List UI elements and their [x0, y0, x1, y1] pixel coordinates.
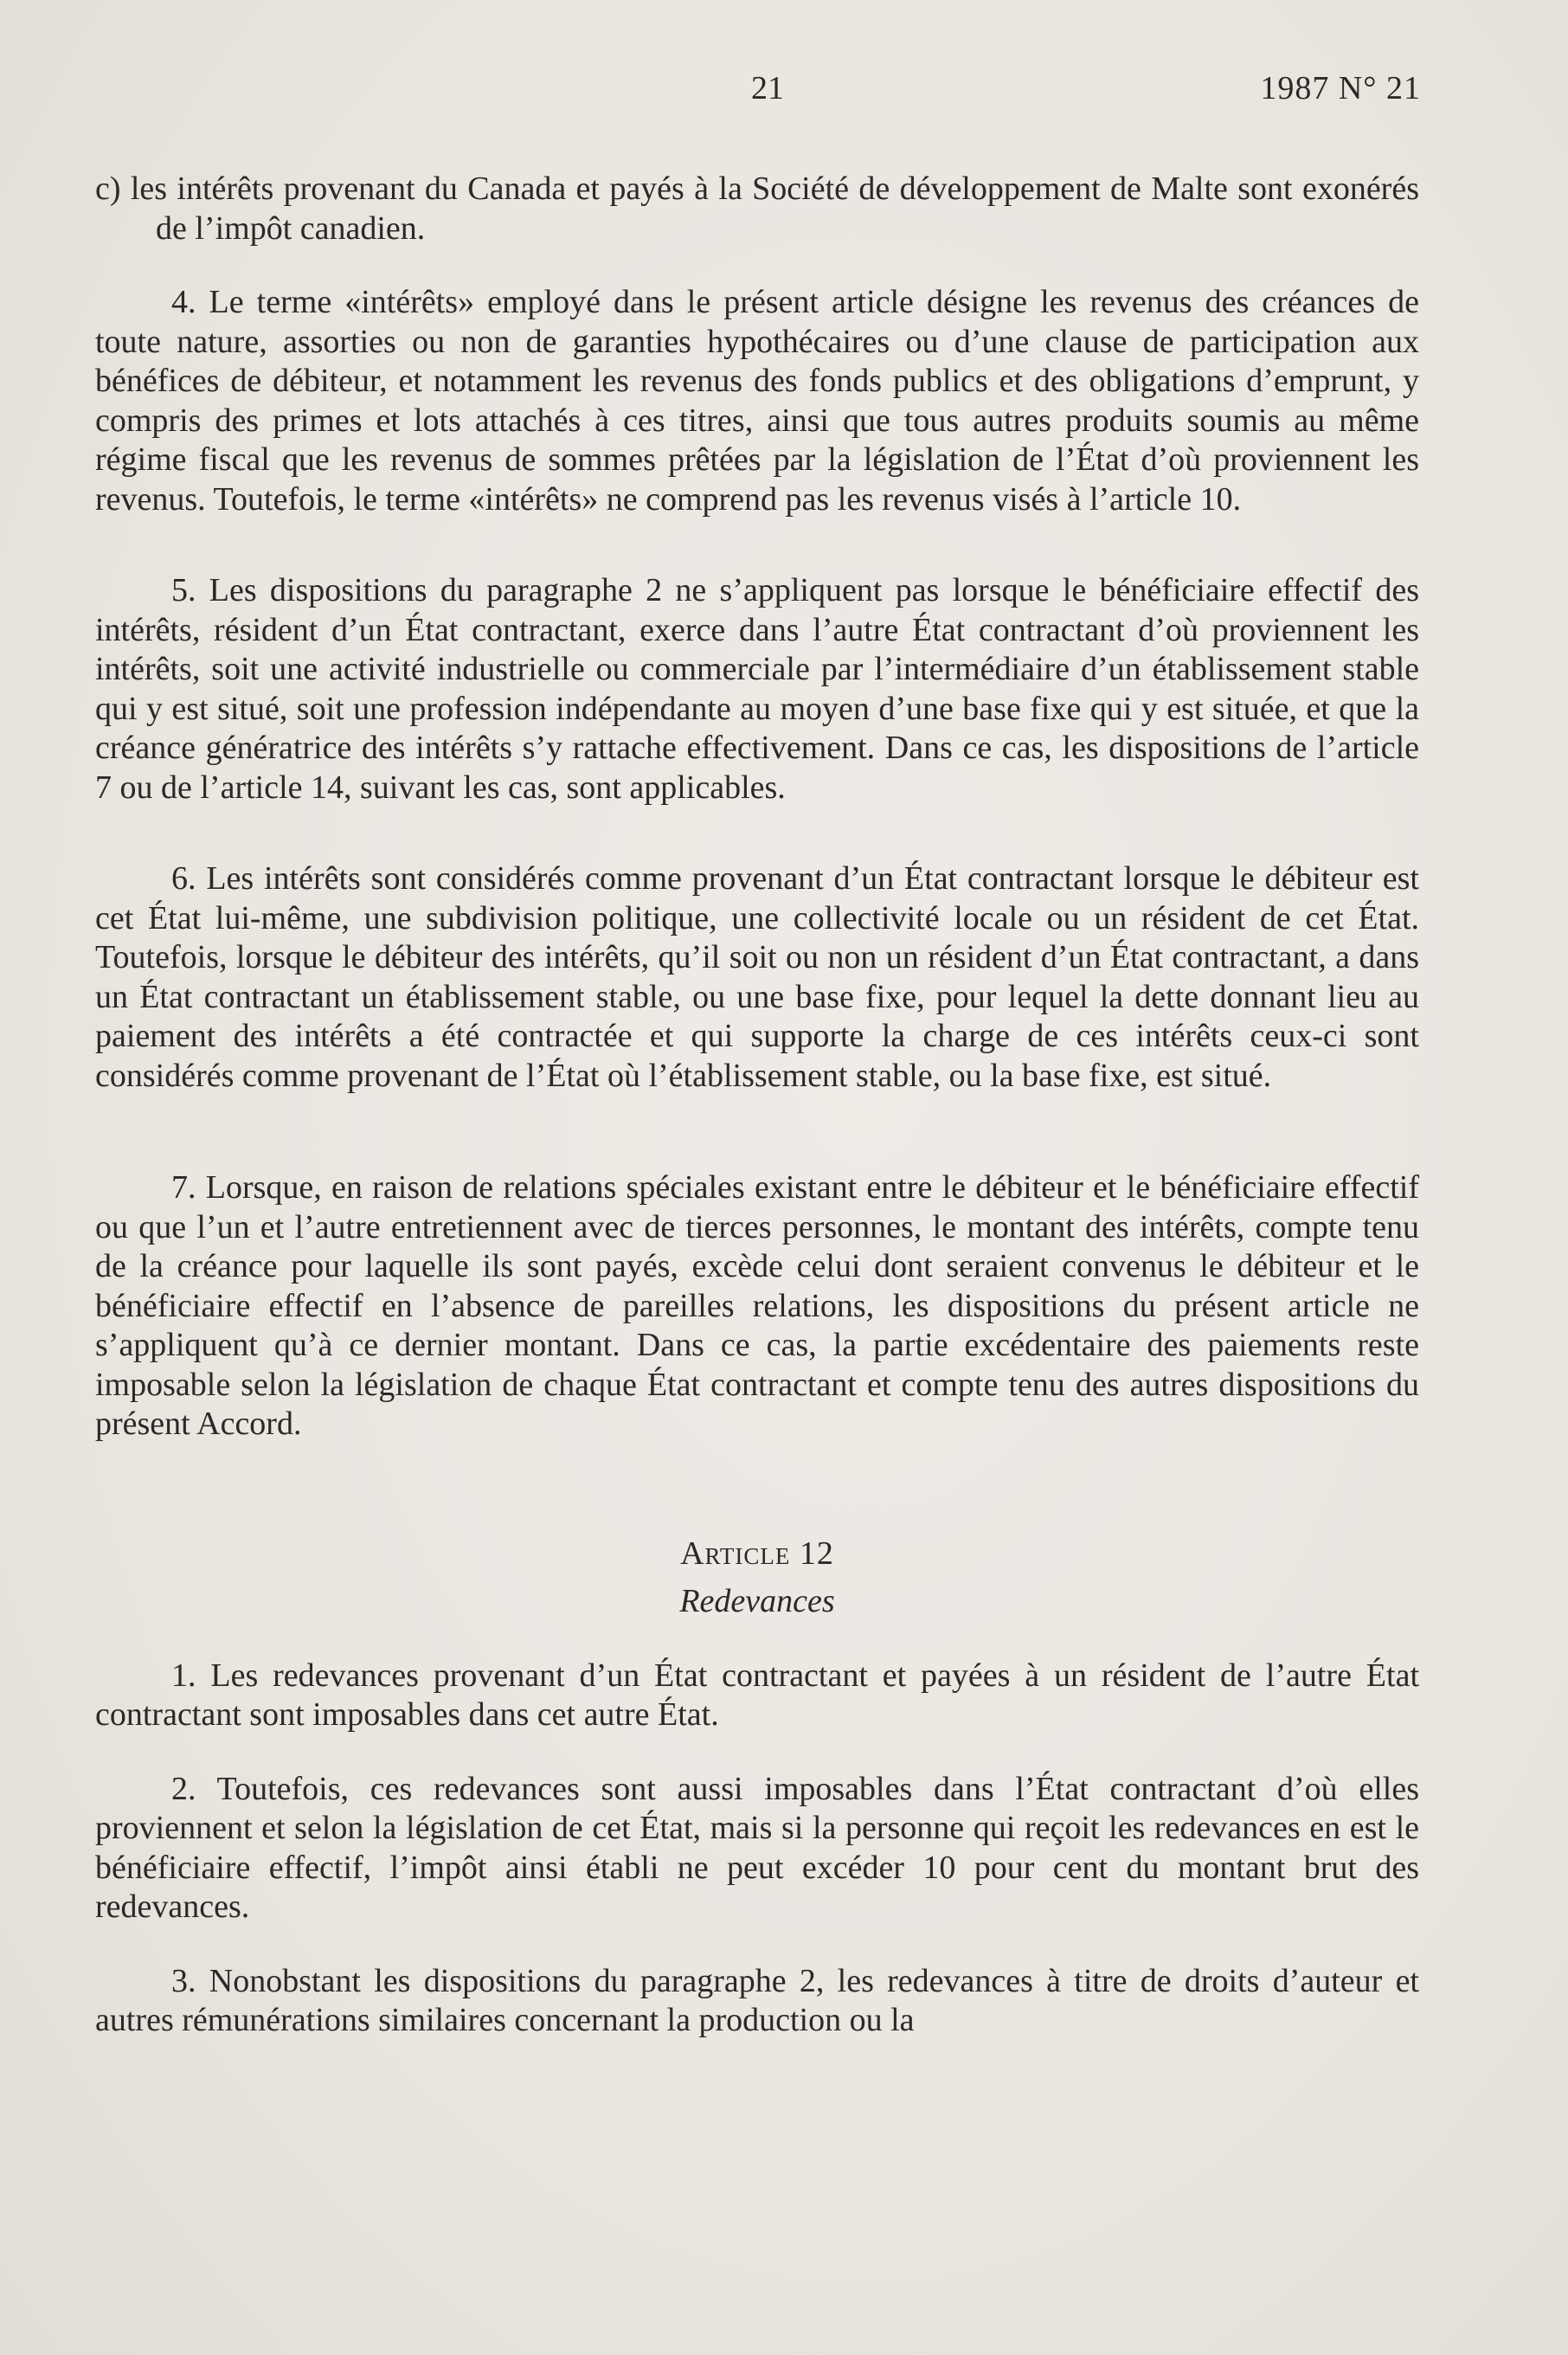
running-header: [0, 69, 1568, 121]
article-paragraph-3: 3. Nonobstant les dispositions du paragraphe 2, les redevances à titre de droits d’auteur et autres rémunérations similaires concernant la production ou la: [95, 1962, 1419, 2038]
article-title: Redevances: [679, 1583, 835, 1619]
paragraph-5: 5. Les dispositions du paragraphe 2 ne s’appliquent pas lorsque le bénéficiaire effectif des intérêts, résident d’un État contractant, exerce dans l’autre État contractant d’où proviennent les intérêts, soit une activité industrielle ou commerciale par l’intermédiaire d’un établissement stable qui y est situé, soit une profession indépendante au moyen d’une base fixe qui y est située, et que la créance génératrice des intérêts s’y rattache effectivement. Dans ce cas, les dispositions de l’article 7 ou de l’article 14, suivant les cas, sont applicables.: [95, 572, 1419, 806]
page-number: 21: [751, 70, 784, 106]
paragraph-6: 6. Les intérêts sont considérés comme provenant d’un État contractant lorsque le débiteur est cet État lui-même, une subdivision politique, une collectivité locale ou un résident de cet État. Toutefois, lorsque le débiteur des intérêts, qu’il soit ou non un résident d’un État contractant, a dans un État contractant un établissement stable, ou une base fixe, pour lequel la dette donnant lieu au paiement des intérêts a été contractée et qui supporte la charge de ces intérêts ceux-ci sont considérés comme provenant de l’État où l’établissement stable, ou la base fixe, est situé.: [95, 860, 1419, 1094]
paragraph-c: [95, 170, 1419, 248]
article-paragraph-1: 1. Les redevances provenant d’un État contractant et payées à un résident de l’autre État contractant sont imposables dans cet autre État.: [95, 1657, 1419, 1733]
article-heading: Article 12: [680, 1535, 834, 1572]
document-reference: 1987 N° 21: [1260, 70, 1421, 106]
body-text: [95, 170, 1419, 2041]
paragraph-c-text: c) les intérêts provenant du Canada et payés à la Société de développement de Malte sont exonérés de l’impôt canadien.: [95, 171, 1419, 247]
paragraph-7: 7. Lorsque, en raison de relations spéciales existant entre le débiteur et le bénéficiaire effectif ou que l’un et l’autre entretiennent avec de tierces personnes, le montant des intérêts, compte tenu de la créance pour laquelle ils sont payés, excède celui dont seraient convenus le débiteur et le bénéficiaire effectif en l’absence de pareilles relations, les dispositions du présent article ne s’appliquent qu’à ce dernier montant. Dans ce cas, la partie excédentaire des paiements reste imposable selon la législation de chaque État contractant et compte tenu des autres dispositions du présent Accord.: [95, 1169, 1419, 1442]
article-paragraph-2: 2. Toutefois, ces redevances sont aussi imposables dans l’État contractant d’où elles proviennent et selon la législation de cet État, mais si la personne qui reçoit les redevances en est le bénéficiaire effectif, l’impôt ainsi établi ne peut excéder 10 pour cent du montant brut des redevances.: [95, 1770, 1419, 1925]
paragraph-4: 4. Le terme «intérêts» employé dans le présent article désigne les revenus des créances de toute nature, assorties ou non de garanties hypothécaires ou d’une clause de participation aux bénéfices de débiteur, et notamment les revenus des fonds publics et des obligations d’emprunt, y compris des primes et lots attachés à ces titres, ainsi que tous autres produits soumis au même régime fiscal que les revenus de sommes prêtées par la législation de l’État d’où proviennent les revenus. Toutefois, le terme «intérêts» ne comprend pas les revenus visés à l’article 10.: [95, 284, 1419, 518]
